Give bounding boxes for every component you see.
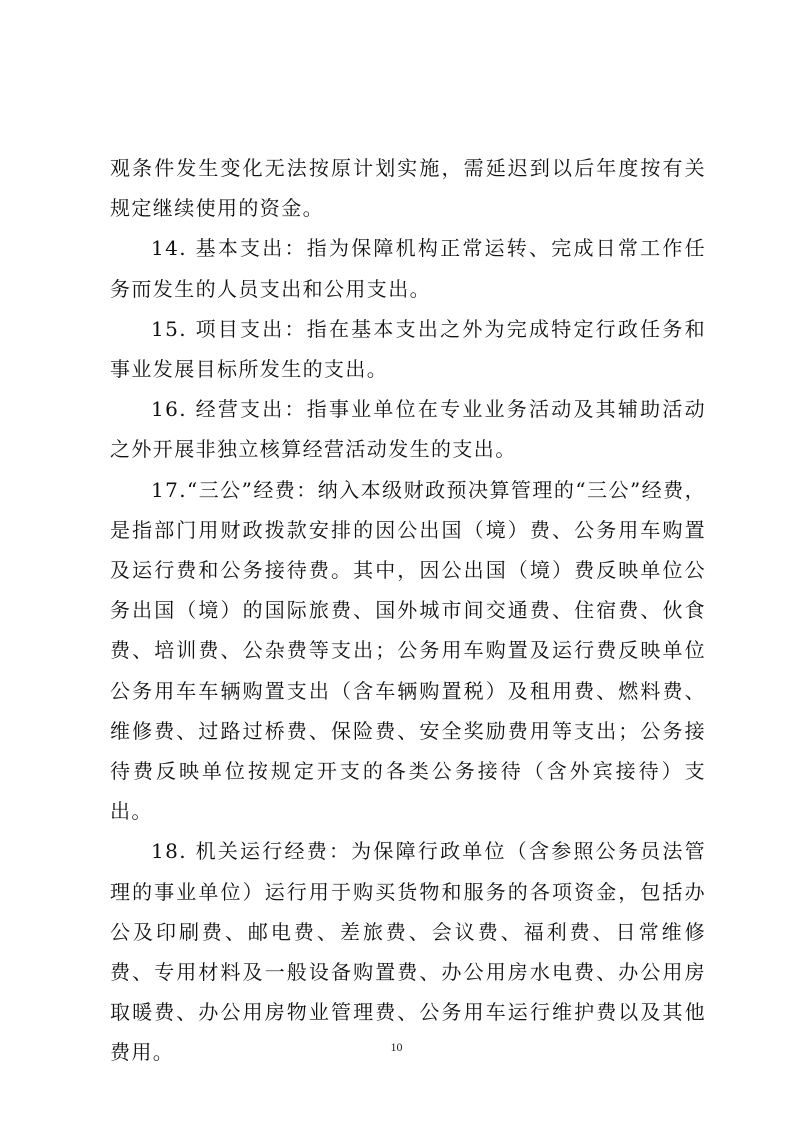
- page-number: 10: [390, 1040, 403, 1054]
- paragraph-17-three-public-funds: 17.“三公”经费：纳入本级财政预决算管理的“三公”经费，是指部门用财政拨款安排的因公出国（境）费、公务用车购置及运行费和公务接待费。其中，因公出国（境）费反映单位公务出国（境）的国际旅费、国外城市间交通费、住宿费、伙食费、培训费、公杂费等支出；公务用车购置及运行费反映单位公务用车车辆购置支出（含车辆购置税）及租用费、燃料费、维修费、过路过桥费、保险费、安全奖励费用等支出；公务接待费反映单位按规定开支的各类公务接待（含外宾接待）支出。: [110, 477, 706, 824]
- paragraph-16-operating-expenditure: 16. 经营支出：指事业单位在专业业务活动及其辅助活动之外开展非独立核算经营活动发生的支出。: [110, 397, 706, 462]
- paragraph-continuation: 观条件发生变化无法按原计划实施，需延迟到以后年度按有关规定继续使用的资金。: [110, 156, 706, 221]
- paragraph-18-agency-operating-funds: 18. 机关运行经费：为保障行政单位（含参照公务员法管理的事业单位）运行用于购买货物和服务的各项资金，包括办公及印刷费、邮电费、差旅费、会议费、福利费、日常维修费、专用材料及一般设备购置费、办公用房水电费、办公用房取暖费、办公用房物业管理费、公务用车运行维护费以及其他费用。: [110, 839, 706, 1065]
- body-text: [110, 148, 706, 1073]
- paragraph-15-project-expenditure: 15. 项目支出：指在基本支出之外为完成特定行政任务和事业发展目标所发生的支出。: [110, 316, 706, 382]
- paragraph-14-basic-expenditure: 14. 基本支出：指为保障机构正常运转、完成日常工作任务而发生的人员支出和公用支出。: [110, 236, 706, 301]
